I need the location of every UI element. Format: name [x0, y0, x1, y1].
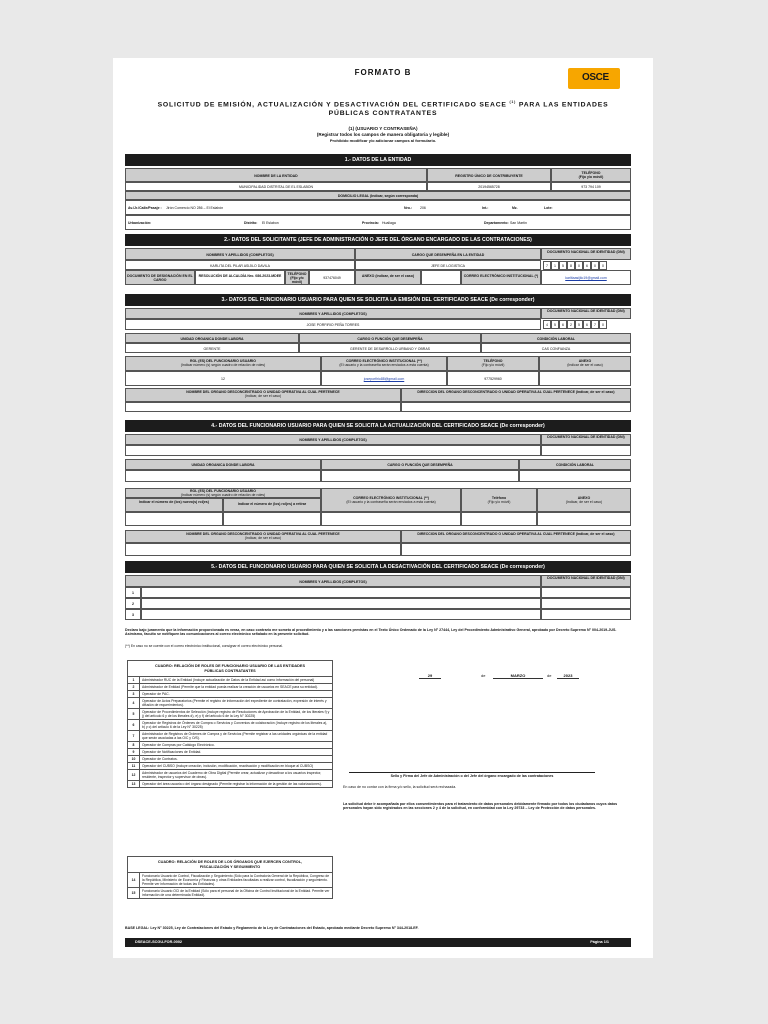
- s4-rol-remove-label: Indicar el número de (los) rol(es) a retirar: [223, 498, 321, 512]
- address-street-field[interactable]: Jirón Comercio NO 286 – El Eslabón: [166, 206, 224, 210]
- role-description: Operador de PAC.: [142, 692, 170, 697]
- section-5-header: 5.- DATOS DEL FUNCIONARIO USUARIO PARA QUIEN SE SOLICITA LA DESACTIVACIÓN DEL CERTIFICADO SEACE (De corresponder): [125, 561, 631, 573]
- role-number: 15: [128, 888, 140, 898]
- role-row: [127, 709, 333, 720]
- section-2-header: 2.- DATOS DEL SOLICITANTE (JEFE DE ADMINISTRACIÓN O JEFE DEL ÓRGANO ENCARGADO DE LAS CONTRATACIONES): [125, 234, 631, 246]
- role-number: 10: [128, 756, 140, 762]
- s4-rol-new-label: Indicar el número de (los) nuevo(s) rol(es): [125, 498, 223, 512]
- s4-dir-label: DIRECCION DEL ORGANO DESCONCENTRADO O UNIDAD OPERATIVA AL CUAL PERTENECE (Indicar, de ser el caso): [401, 530, 631, 543]
- applicant-annex-field[interactable]: [421, 270, 461, 285]
- s5-row-3-dni[interactable]: [541, 609, 631, 620]
- applicant-names-field[interactable]: KARLITA DEL PILAR ASIJILO DAVILA: [125, 260, 355, 270]
- s4-names-field[interactable]: [125, 445, 541, 456]
- role-row: [127, 888, 333, 899]
- form-page: FORMATO B OSCE SOLICITUD DE EMISIÓN, ACTUALIZACIÓN Y DESACTIVACIÓN DEL CERTIFICADO SEACE $^{(1)}$ PARA LAS ENTIDADES PÚBLICAS CONTRATANTES (1) (USUARIO Y CONTRASEÑA) (Registrar todos los campos de manera obligatoria y legible) Prohibido modificar y/o adicionar campos al formulario. 1.- DATOS DE LA ENTIDAD NOMBRE DE LA ENTIDAD REGISTRO ÚNICO DE CONTRIBUYENTE TELÉFONO (Fijo y/o móvil) MUNICIPALIDAD DISTRITAL DE EL ESLABON 20194565728 973 794 109 DOMICILIO LEGAL (Indicar, según corresponda) Av./Jr./Calle/Pasaje : Jirón Comercio NO 286 – El Eslabón Nro.: 206 Int.: Mz. Lote: Urbanización: Distrito: El Eslabon Provincia: Huallaga Departamento: San Martin 2.- DATOS DEL SOLICITANTE (JEFE DE ADMINISTRACIÓN O JEFE DEL ÓRGANO ENCARGADO DE LAS CONTRATACIONES) NOMBRES Y APELLIDOS (COMPLETOS) CARGO QUE DESEMPEÑA EN LA ENTIDAD DOCUMENTO NACIONAL DE IDENTIDAD (DNI) KARLITA DEL PILAR ASIJILO DAVILA JEFE DE LOGISTICA 7 1 5 8 0 6 0 0 DOCUMENTO DE DESIGNACIÓN EN EL CARGO RESOLUCIÓN DE ALCALDÍA Nro. 086-2023-MDEE TELÉFONO (Fijo y/o móvil) 937476049 ANEXO (indicar, de ser el caso) CORREO ELECTRÓNICO INSTITUCIONAL (*) karlitaasijilo19@gmail.com 3.- DATOS DEL FUNCIONARIO USUARIO PARA QUIEN SE SOLICITA LA EMISIÓN DEL CERTIFICADO SEACE (De corresponder) NOMBRES Y APELLIDOS (COMPLETOS) DOCUMENTO NACIONAL DE IDENTIDAD (DNI) JOSE PORFIRIO PEÑA TORRES 4 5 6 2 5 6 7 0 UNIDAD ORGANICA DONDE LABORA CARGO O FUNCIÓN QUE DESEMPEÑA CONDICIÓN LABORAL GERENTE GERENTE DE DESARROLLO URBANO Y OBRAS CAS CONFIANZA ROL (ES) DEL FUNCIONARIO USUARIO (Indicar número (s) según cuadro de relación de roles) CORREO ELECTRÓNICO INSTITUCIONAL (**) (El usuario y la contraseña serán enviados a esta cuenta) TELÉFONO (Fijo y/o móvil) ANEXO (Indicar de ser el caso) 12 joseporfirio88@gmail.com 977529960 NOMBRE DEL ORGANO DESCONCENTRADO O UNIDAD OPERATIVA AL CUAL PERTENECE (Indicar, de ser el caso) DIRECCION DEL ORGANO DESCONCENTRADO O UNIDAD OPERATIVA AL CUAL PERTENECE (Indicar, de ser el caso) 4.- DATOS DEL FUNCIONARIO USUARIO PARA QUIEN SE SOLICITA LA ACTUALIZACIÓN DEL CERTIFICADO SEACE (De corresponder) NOMBRES Y APELLIDOS (COMPLETOS) DOCUMENTO NACIONAL DE IDENTIDAD (DNI) UNIDAD ORGANICA DONDE LABORA CARGO O FUNCIÓN QUE DESEMPEÑA CONDICIÓN LABORAL ROL (ES) DEL FUNCIONARIO USUARIO (Indicar número (s) según cuadro de relación de roles) Indicar el número de (los) nuevo(s) rol(es) Indicar el número de (los) rol(es) a retirar CORREO ELECTRÓNICO INSTITUCIONAL (**) (El usuario y la contraseña serán enviados a esta cuenta) Teléfono (Fijo y/o móvil) ANEXO (Indicar, de ser el caso) NOMBRE DEL ORGANO DESCONCENTRADO O UNIDAD OPERATIVA AL CUAL PERTENECE (Indicar, de ser el caso) DIRECCION DEL ORGANO DESCONCENTRADO O UNIDAD OPERATIVA AL CUAL PERTENECE (Indicar, de ser el caso) 5.- DATOS DEL FUNCIONARIO USUARIO PARA QUIEN SE SOLICITA LA DESACTIVACIÓN DEL CERTIFICADO SEACE (De corresponder) NOMBRES Y APELLIDOS (COMPLETOS) DOCUMENTO NACIONAL DE IDENTIDAD (DNI) 1 2 3 Declaro bajo juramento que la información proporcionada es veraz, en caso contrario me someto al procedimiento y a las sanciones previstas en el Texto Único Ordenado de la Ley N° 27444, Ley del Procedimiento Administrativo General, aprobado por Decreto Supremo N° 004-2019-JUS. Asimismo, faculto se notifiquen las comunicaciones al correo electrónico señalado en la presente solicitud. (**) En caso no se cuente con el correo electrónico institucional, consignar el correo electrónico personal. CUADRO: RELACIÓN DE ROLES DE FUNCIONARIO USUARIO DE LAS ENTIDADES PÚBLICAS CONTRATANTES 1 Administrador RUC de la Entidad (Incluye actualización de Datos de la Entidad así como información del personal) 2 Administrador de Entidad (Permite que la entidad pueda realizar la creación de usuarios en SEACE para su entidad). 3 Operador de PAC. 4 Operador de Actos Preparatorios (Permite el registro de información del expediente de contratación, expresión de interés y difusión de requerimientos). 5 Operador de Procedimientos de Selección (Incluye registro de Resoluciones de Aprobación de la Entidad, de los literales f) y j) del artículo 6 y de los literales d), e) y f) del artículo 6 de la Ley N° 30225) 6 Operador de Registros de Órdenes de Compra o Servicios y Convenios de colaboración (Incluye registro de los literales a), b) y c) del artículo 6 de la Ley N° 30225) 7 Administrador de Registros de Órdenes de Compra y de Servicios (Permite registrar a las unidades orgánicas de la entidad que serán asociadas a las O/C y O/S). 8 Operador de Compras por Catálogo Electrónico. 9 Operador de Notificaciones de Entidad. 10 Operador de Contratos. 11 Operador del CUBSO (Incluye creación, inclusión, modificación, reactivación y modificación en bloque al CUBSO) 12 Administrador de usuarios del Cuaderno de Obra Digital (Permite crear, actualizar y desactivar a los usuarios inspector, residente, inspector y supervisor de obras). 13 Operador del área usuaria o del órgano designado (Permite registrar la información de la gestión de las valorizaciones). CUADRO: RELACIÓN DE ROLES DE LOS ÓRGANOS QUE EJERCEN CONTROL, FISCALIZACIÓN Y SEGUIMIENTO 14 Funcionario Usuario de Control, Fiscalización y Seguimiento (Sólo para la Contraloría General de la República, Congreso de la República, Ministerio de Economía y Finanzas y otras Entidades facultadas a realizar control, fiscalización y seguimiento. Permite ver información de todas las Entidades). 15 Funcionario Usuario OCI de la Entidad (Sólo para el personal de la Oficina de Control Institucional de la Entidad. Permite ver información de una determinada Entidad). 29 de MARZO de 2023 Sello y Firma del Jefe de Administración o del Jefe del órgano encargado de las contrataciones En caso de no contar con la firma y/o sello, la solicitud será rechazada. La solicitud debe ir acompañada por ellos consentimientos para el tratamiento de datos personales debidamente firmado por todos los ciudadanos cuyos datos personales hayan sido registrados en las secciones 2 y 4 de la solicitud, en conformidad con la Ley 29733 – Ley de Protección de datos personales. BASE LEGAL: Ley N° 30225, Ley de Contrataciones del Estado y Reglamento de la Ley de Contrataciones del Estado, aprobado mediante Decreto Supremo N° 344-2018-EF. DSEACE-SCGU-FOR-0002 Página 1/1: [113, 58, 653, 958]
- s4-names-label: NOMBRES Y APELLIDOS (COMPLETOS): [125, 434, 541, 445]
- role-description: Operador de Registros de Órdenes de Compra o Servicios y Convenios de colaboración (Incluye registro de los literales a), b) y c) del artículo 6 de la Ley N° 30225): [142, 721, 328, 730]
- control-roles-table-title: CUADRO: RELACIÓN DE ROLES DE LOS ÓRGANOS QUE EJERCEN CONTROL, FISCALIZACIÓN Y SEGUIMIENTO: [127, 856, 333, 873]
- s3-org-label: NOMBRE DEL ORGANO DESCONCENTRADO O UNIDAD OPERATIVA AL CUAL PERTENECE (Indicar, de ser el caso): [125, 388, 401, 402]
- s4-rol-remove-field[interactable]: [223, 512, 321, 526]
- role-number: 6: [128, 720, 140, 730]
- osce-logo: OSCE: [568, 68, 620, 89]
- s5-row-number: 2: [125, 598, 141, 609]
- s3-rol-label: ROL (ES) DEL FUNCIONARIO USUARIO (Indicar número (s) según cuadro de relación de roles): [125, 356, 321, 371]
- s5-row-number: 3: [125, 609, 141, 620]
- s4-dir-field[interactable]: [401, 543, 631, 556]
- s3-annex-field[interactable]: [539, 371, 631, 386]
- role-description: Operador del CUBSO (Incluye creación, inclusión, modificación, reactivación y modificación en bloque al CUBSO): [142, 764, 314, 769]
- role-row: [127, 742, 333, 749]
- s4-rol-new-field[interactable]: [125, 512, 223, 526]
- applicant-phone-field[interactable]: 937476049: [309, 270, 355, 285]
- base-legal: BASE LEGAL: Ley N° 30225, Ley de Contrataciones del Estado y Reglamento de la Ley de Contrataciones del Estado, aprobado mediante Decreto Supremo N° 344-2018-EF.: [125, 926, 419, 930]
- s5-row-1-dni[interactable]: [541, 587, 631, 598]
- role-description: Operador del área usuaria o del órgano designado (Permite registrar la información de la gestión de las valorizaciones).: [142, 782, 322, 787]
- control-roles-table: [127, 856, 333, 899]
- applicant-email-field[interactable]: karlitaasijilo19@gmail.com: [541, 270, 631, 285]
- address-number-field[interactable]: 206: [420, 206, 426, 210]
- applicant-dni-label: DOCUMENTO NACIONAL DE IDENTIDAD (DNI): [541, 248, 631, 260]
- role-row: [127, 720, 333, 731]
- role-row: [127, 873, 333, 888]
- format-title: FORMATO B: [354, 68, 412, 77]
- roles-table: [127, 660, 333, 788]
- signature-line[interactable]: [349, 772, 595, 773]
- s3-names-label: NOMBRES Y APELLIDOS (COMPLETOS): [125, 308, 541, 319]
- section-1-header: 1.- DATOS DE LA ENTIDAD: [125, 154, 631, 166]
- s3-email-field[interactable]: joseporfirio88@gmail.com: [321, 371, 447, 386]
- role-description: Operador de Procedimientos de Selección (Incluye registro de Resoluciones de Aprobación de la Entidad, de los literales f) y j) del artículo 6 y de los literales d), e) y f) del artículo 6 de la Ley N° 30225): [142, 710, 330, 719]
- applicant-role-field[interactable]: JEFE DE LOGISTICA: [355, 260, 541, 270]
- role-row: [127, 698, 333, 709]
- entity-phone-field[interactable]: 973 794 109: [551, 182, 631, 191]
- s5-row-3-names[interactable]: [141, 609, 541, 620]
- role-description: Operador de Notificaciones de Entidad.: [142, 750, 202, 755]
- s4-unit-label: UNIDAD ORGANICA DONDE LABORA: [125, 459, 321, 470]
- email-note: (**) En caso no se cuente con el correo electrónico institucional, consignar el correo electrónico personal.: [125, 644, 283, 648]
- role-number: 5: [128, 709, 140, 719]
- s3-annex-label: ANEXO (Indicar de ser el caso): [539, 356, 631, 371]
- address-row: Av./Jr./Calle/Pasaje : Jirón Comercio NO 286 – El Eslabón Nro.: 206 Int.: Mz. Lote:: [125, 200, 631, 215]
- role-row: [127, 781, 333, 788]
- s5-names-label: NOMBRES Y APELLIDOS (COMPLETOS): [125, 575, 541, 587]
- s3-condition-label: CONDICIÓN LABORAL: [481, 333, 631, 343]
- footer-bar: [125, 938, 631, 947]
- role-number: 8: [128, 742, 140, 748]
- date-day-field[interactable]: 29: [419, 673, 441, 679]
- s3-dir-field[interactable]: [401, 402, 631, 412]
- role-number: 2: [128, 684, 140, 690]
- s4-email-label: CORREO ELECTRÓNICO INSTITUCIONAL (**) (El usuario y la contraseña serán enviados a esta cuenta): [321, 488, 461, 512]
- role-description: Administrador de usuarios del Cuaderno de Obra Digital (Permite crear, actualizar y desactivar a los usuarios inspector, residente, inspector y supervisor de obras).: [142, 771, 322, 780]
- role-row: [127, 770, 333, 781]
- s3-org-field[interactable]: [125, 402, 401, 412]
- address-label: DOMICILIO LEGAL (Indicar, según corresponda): [125, 191, 631, 200]
- roles-table-title: CUADRO: RELACIÓN DE ROLES DE FUNCIONARIO USUARIO DE LAS ENTIDADES PÚBLICAS CONTRATANTES: [127, 660, 333, 677]
- designation-field[interactable]: RESOLUCIÓN DE ALCALDÍA Nro. 086-2023-MDEE: [195, 270, 285, 285]
- s4-dni-field[interactable]: [541, 445, 631, 456]
- s3-condition-field[interactable]: CAS CONFIANZA: [481, 343, 631, 353]
- section-3-header: 3.- DATOS DEL FUNCIONARIO USUARIO PARA QUIEN SE SOLICITA LA EMISIÓN DEL CERTIFICADO SEACE (De corresponder): [125, 294, 631, 306]
- s3-email-label: CORREO ELECTRÓNICO INSTITUCIONAL (**) (El usuario y la contraseña serán enviados a esta cuenta): [321, 356, 447, 371]
- sworn-declaration: Declaro bajo juramento que la información proporcionada es veraz, en caso contrario me someto al procedimiento y a las sanciones previstas en el Texto Único Ordenado de la Ley N° 27444, Ley del Procedimiento Administrativo General, aprobado por Decreto Supremo N° 004-2019-JUS. Asimismo, faculto se notifiquen las comunicaciones al correo electrónico señalado en la presente solicitud.: [125, 628, 617, 637]
- s3-dni-label: DOCUMENTO NACIONAL DE IDENTIDAD (DNI): [541, 308, 631, 319]
- role-description: Administrador de Entidad (Permite que la entidad pueda realizar la creación de usuarios en SEACE para su entidad).: [142, 685, 318, 690]
- section-4-header: 4.- DATOS DEL FUNCIONARIO USUARIO PARA QUIEN SE SOLICITA LA ACTUALIZACIÓN DEL CERTIFICADO SEACE (De corresponder): [125, 420, 631, 432]
- form-title: SOLICITUD DE EMISIÓN, ACTUALIZACIÓN Y DESACTIVACIÓN DEL CERTIFICADO SEACE $^{(1)}$ PARA LAS ENTIDADES PÚBLICAS CONTRATANTES: [157, 100, 609, 117]
- role-description: Administrador RUC de la Entidad (Incluye actualización de Datos de la Entidad así como información del personal): [142, 678, 315, 683]
- role-number: 1: [128, 677, 140, 683]
- role-row: [127, 756, 333, 763]
- district-field[interactable]: El Eslabon: [262, 221, 279, 225]
- role-description: Operador de Compras por Catálogo Electrónico.: [142, 743, 215, 748]
- applicant-names-label: NOMBRES Y APELLIDOS (COMPLETOS): [125, 248, 355, 260]
- applicant-phone-label: TELÉFONO (Fijo y/o móvil): [285, 270, 309, 285]
- role-description: Administrador de Registros de Órdenes de Compra y de Servicios (Permite registrar a las unidades orgánicas de la entidad que serán asociadas a las O/C y O/S).: [142, 732, 328, 741]
- s4-annex-label: ANEXO (Indicar, de ser el caso): [537, 488, 631, 512]
- role-number: 13: [128, 781, 140, 787]
- s4-condition-field[interactable]: [519, 470, 631, 482]
- location-row: Urbanización: Distrito: El Eslabon Provincia: Huallaga Departamento: San Martin: [125, 215, 631, 230]
- s4-cargo-label: CARGO O FUNCIÓN QUE DESEMPEÑA: [321, 459, 519, 470]
- entity-name-label: NOMBRE DE LA ENTIDAD: [125, 168, 427, 182]
- role-description: Funcionario Usuario OCI de la Entidad (Sólo para el personal de la Oficina de Control Institucional de la Entidad. Permite ver información de una determinada Entidad).: [142, 889, 330, 898]
- s4-email-field[interactable]: [321, 512, 461, 526]
- form-code: DSEACE-SCGU-FOR-0002: [135, 940, 183, 944]
- date-month-field[interactable]: MARZO: [493, 673, 543, 679]
- role-description: Operador de Contratos.: [142, 757, 178, 762]
- applicant-email-label: CORREO ELECTRÓNICO INSTITUCIONAL (*): [461, 270, 541, 285]
- s3-phone-label: TELÉFONO (Fijo y/o móvil): [447, 356, 539, 371]
- s4-annex-field[interactable]: [537, 512, 631, 526]
- s4-unit-field[interactable]: [125, 470, 321, 482]
- s5-row-2-dni[interactable]: [541, 598, 631, 609]
- s3-rol-field[interactable]: 12: [125, 371, 321, 386]
- date-year-field[interactable]: 2023: [557, 673, 579, 679]
- s3-names-field[interactable]: JOSE PORFIRIO PEÑA TORRES: [125, 319, 541, 330]
- role-row: [127, 677, 333, 684]
- role-row: [127, 731, 333, 742]
- s3-dni-field[interactable]: 4 5 6 2 5 6 7 0: [543, 320, 607, 329]
- s5-row-1-names[interactable]: [141, 587, 541, 598]
- department-field[interactable]: San Martin: [510, 221, 527, 225]
- s3-unit-field[interactable]: GERENTE: [125, 343, 299, 353]
- ruc-label: REGISTRO ÚNICO DE CONTRIBUYENTE: [427, 168, 551, 182]
- s4-org-field[interactable]: [125, 543, 401, 556]
- entity-phone-label: TELÉFONO (Fijo y/o móvil): [551, 168, 631, 182]
- role-number: 12: [128, 770, 140, 780]
- s3-dir-label: DIRECCION DEL ORGANO DESCONCENTRADO O UNIDAD OPERATIVA AL CUAL PERTENECE (Indicar, de ser el caso): [401, 388, 631, 402]
- s4-phone-label: Teléfono (Fijo y/o móvil): [461, 488, 537, 512]
- role-description: Operador de Actos Preparatorios (Permite el registro de información del expediente de contratación, expresión de interés y difusión de requerimientos).: [142, 699, 327, 708]
- form-subtitle: (1) (USUARIO Y CONTRASEÑA) (Registrar todos los campos de manera obligatoria y legible) Prohibido modificar y/o adicionar campos al formulario.: [316, 126, 450, 143]
- designation-label: DOCUMENTO DE DESIGNACIÓN EN EL CARGO: [125, 270, 195, 285]
- ruc-field[interactable]: 20194565728: [427, 182, 551, 191]
- role-row: [127, 691, 333, 698]
- signature-label: Sello y Firma del Jefe de Administración o del Jefe del órgano encargado de las contrataciones: [390, 774, 554, 778]
- role-number: 4: [128, 698, 140, 708]
- applicant-dni-field[interactable]: 7 1 5 8 0 6 0 0: [543, 261, 607, 270]
- s5-row-2-names[interactable]: [141, 598, 541, 609]
- s4-dni-label: DOCUMENTO NACIONAL DE IDENTIDAD (DNI): [541, 434, 631, 445]
- s4-cargo-field[interactable]: [321, 470, 519, 482]
- role-description: Funcionario Usuario de Control, Fiscalización y Seguimiento (Sólo para la Contraloría General de la República, Congreso de la República, Ministerio de Economía y Finanzas y otras Entidades facultadas a realizar control, fiscalización y seguimiento. Permite ver información de todas las Entidades).: [142, 874, 330, 887]
- s3-cargo-label: CARGO O FUNCIÓN QUE DESEMPEÑA: [299, 333, 481, 343]
- s3-unit-label: UNIDAD ORGANICA DONDE LABORA: [125, 333, 299, 343]
- role-row: [127, 749, 333, 756]
- page-number: Página 1/1: [590, 940, 609, 944]
- role-number: 9: [128, 749, 140, 755]
- s4-condition-label: CONDICIÓN LABORAL: [519, 459, 631, 470]
- signature-note: En caso de no contar con la firma y/o sello, la solicitud será rechazada.: [343, 785, 457, 789]
- role-row: [127, 684, 333, 691]
- s5-row-number: 1: [125, 587, 141, 598]
- s4-rol-label: ROL (ES) DEL FUNCIONARIO USUARIO (Indicar número (s) según cuadro de relación de roles): [125, 488, 321, 498]
- s5-dni-label: DOCUMENTO NACIONAL DE IDENTIDAD (DNI): [541, 575, 631, 587]
- applicant-annex-label: ANEXO (indicar, de ser el caso): [355, 270, 421, 285]
- role-number: 3: [128, 691, 140, 697]
- data-protection-note: La solicitud debe ir acompañada por ellos consentimientos para el tratamiento de datos personales debidamente firmado por todos los ciudadanos cuyos datos personales hayan sido registrados en las secciones 2 y 4 de la solicitud, en conformidad con la Ley 29733 – Ley de Protección de datos personales.: [343, 802, 618, 811]
- entity-name-field[interactable]: MUNICIPALIDAD DISTRITAL DE EL ESLABON: [125, 182, 427, 191]
- applicant-role-label: CARGO QUE DESEMPEÑA EN LA ENTIDAD: [355, 248, 541, 260]
- role-row: [127, 763, 333, 770]
- province-field[interactable]: Huallaga: [382, 221, 396, 225]
- role-number: 7: [128, 731, 140, 741]
- role-number: 14: [128, 873, 140, 887]
- s3-phone-field[interactable]: 977529960: [447, 371, 539, 386]
- s4-org-label: NOMBRE DEL ORGANO DESCONCENTRADO O UNIDAD OPERATIVA AL CUAL PERTENECE (Indicar, de ser el caso): [125, 530, 401, 543]
- role-number: 11: [128, 763, 140, 769]
- s4-phone-field[interactable]: [461, 512, 537, 526]
- s3-cargo-field[interactable]: GERENTE DE DESARROLLO URBANO Y OBRAS: [299, 343, 481, 353]
